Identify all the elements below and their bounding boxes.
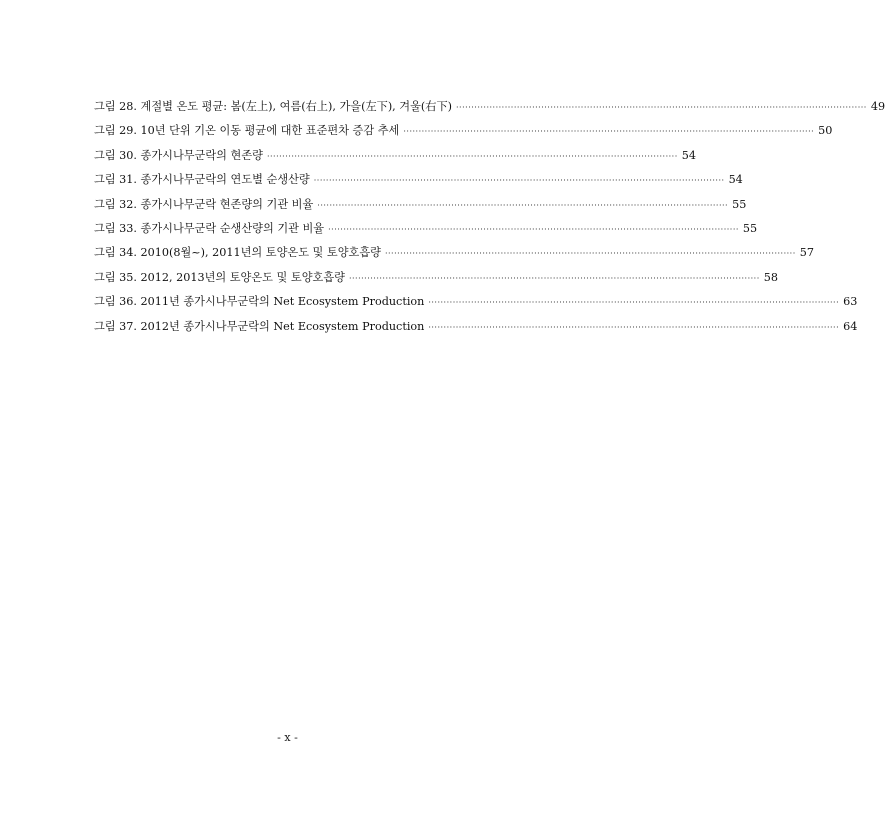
toc-entry-label: 그림 34. 2010(8월~), 2011년의 토양온도 및 토양호흡량 [94,246,381,260]
toc-entry-page: 50 [818,124,833,138]
dot-leader [456,103,867,112]
toc-entry-page: 63 [843,295,858,309]
dot-leader [385,249,796,258]
toc-entry [94,269,778,293]
toc-entry-page: 58 [763,270,778,284]
toc-entry [94,171,743,195]
toc-entry [94,318,858,342]
toc-entry-page: 55 [732,197,747,211]
dot-leader [267,152,678,161]
toc-entry-page: 64 [843,319,858,333]
toc-entry-label: 그림 37. 2012년 종가시나무군락의 Net Ecosystem Production [94,319,425,333]
toc-entry-label: 그림 30. 종가시나무군락의 현존량 [94,148,263,162]
dot-leader [349,274,760,283]
page-number: - x - [277,731,298,744]
dot-leader [328,225,739,234]
figure-list [94,98,885,342]
toc-entry [94,293,858,317]
toc-entry-label: 그림 36. 2011년 종가시나무군락의 Net Ecosystem Production [94,295,425,309]
dot-leader [428,298,839,307]
toc-entry-label: 그림 31. 종가시나무군락의 연도별 순생산량 [94,173,310,187]
toc-entry-page: 55 [742,221,758,235]
toc-entry-page: 49 [870,100,885,113]
toc-entry-label: 그림 28. 계절별 온도 평균: 봄(左上), 여름(右上), 가을(左下), 겨울(右下) [94,100,453,113]
toc-entry-label: 그림 33. 종가시나무군락 순생산량의 기관 비율 [94,221,325,235]
toc-entry [94,98,885,122]
dot-leader [314,176,725,185]
toc-entry [94,244,815,268]
toc-entry [94,196,747,220]
toc-entry-page: 54 [728,173,743,187]
dot-leader [317,201,728,210]
toc-entry [94,147,697,171]
toc-entry [94,220,758,244]
toc-entry-page: 57 [799,246,815,260]
dot-leader [403,127,814,136]
dot-leader [428,323,839,332]
toc-entry [94,122,833,146]
toc-entry-label: 그림 35. 2012, 2013년의 토양온도 및 토양호흡량 [94,270,345,284]
toc-entry-page: 54 [681,148,697,162]
toc-entry-label: 그림 32. 종가시나무군락 현존량의 기관 비율 [94,197,314,211]
toc-entry-label: 그림 29. 10년 단위 기온 이동 평균에 대한 표준편차 증감 추세 [94,124,400,138]
